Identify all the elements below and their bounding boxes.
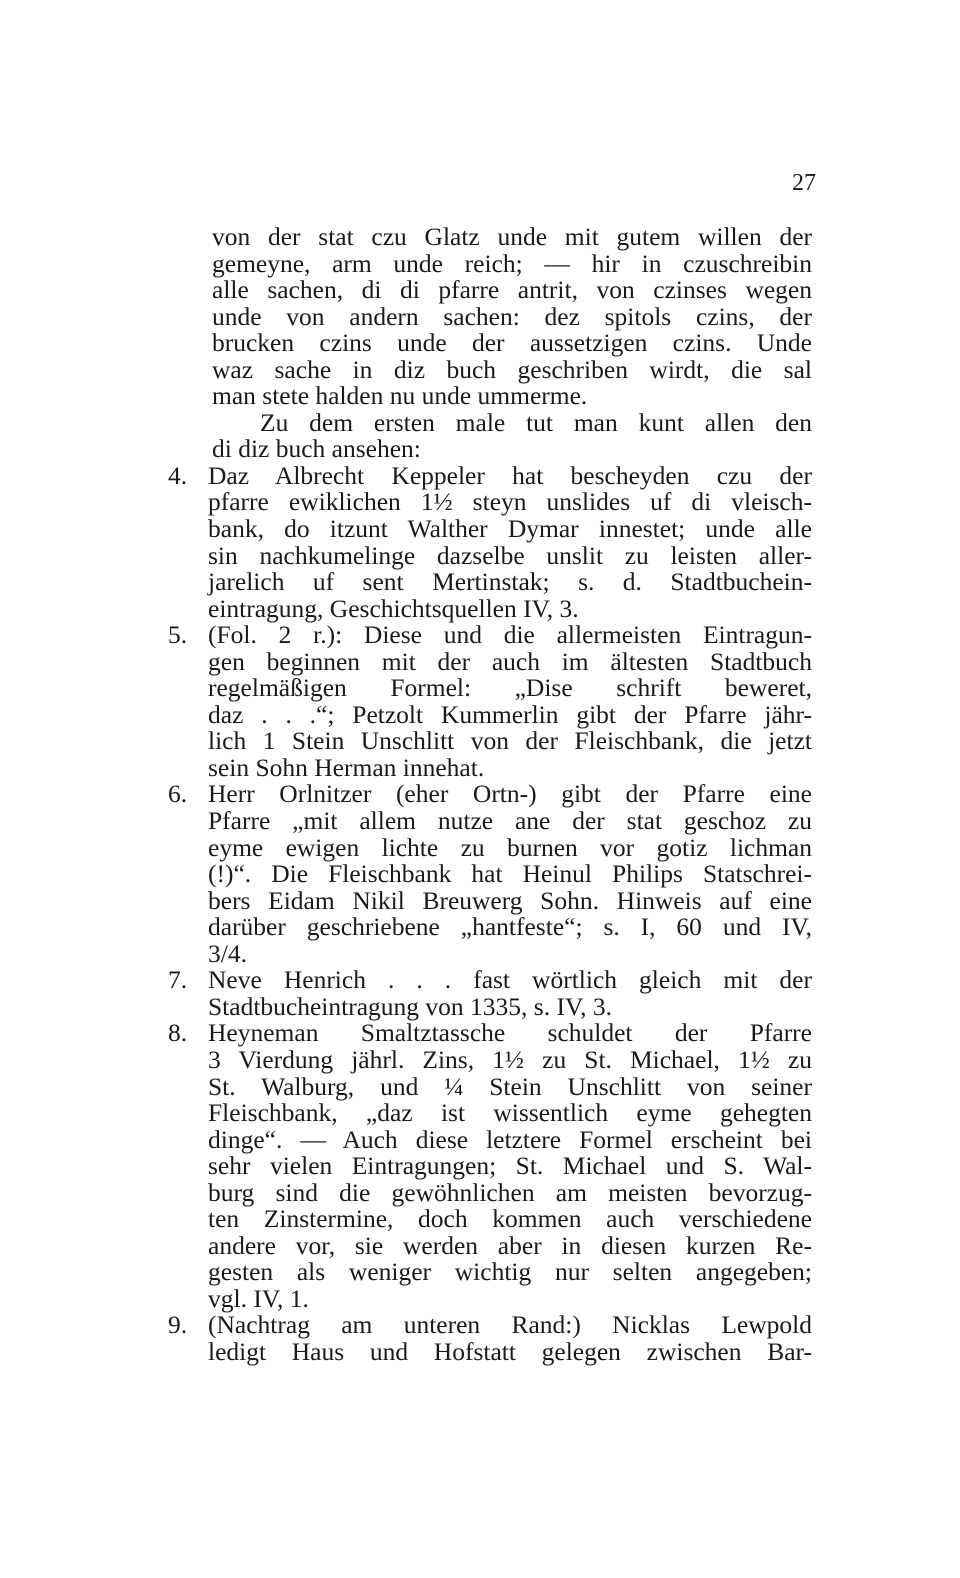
entry-number: 5.: [168, 620, 188, 650]
text-column: [168, 224, 812, 1366]
text-line: Zu dem ersten male tut man kunt allen den: [260, 407, 812, 437]
text-line: 3 Vierdung jährl. Zins, 1½ zu St. Michael, 1½ zu: [208, 1044, 812, 1074]
text-line: gemeyne, arm unde reich; — hir in czuschreibin: [212, 248, 812, 278]
text-line: (Nachtrag am unteren Rand:) Nicklas Lewpold: [208, 1310, 812, 1340]
text-line: eintragung, Geschichtsquellen IV, 3.: [208, 593, 579, 623]
text-line: darüber geschriebene „hantfeste“; s. I, 60 und IV,: [208, 912, 812, 942]
text-line: bers Eidam Nikil Breuwerg Sohn. Hinweis auf eine: [208, 885, 812, 915]
text-line: gesten als weniger wichtig nur selten angegeben;: [208, 1257, 812, 1287]
text-line: vgl. IV, 1.: [208, 1283, 309, 1313]
entry-number: 8.: [168, 1018, 188, 1048]
text-line: jarelich uf sent Mertinstak; s. d. Stadtbuchein-: [208, 567, 812, 597]
text-line: sehr vielen Eintragungen; St. Michael und S. Wal-: [208, 1151, 812, 1181]
text-line: ten Zinstermine, doch kommen auch verschiedene: [208, 1204, 812, 1234]
text-line: Stadtbucheintragung von 1335, s. IV, 3.: [208, 991, 612, 1021]
text-line: St. Walburg, und ¼ Stein Unschlitt von seiner: [208, 1071, 812, 1101]
text-line: di diz buch ansehen:: [212, 434, 421, 464]
text-line: Fleischbank, „daz ist wissentlich eyme gehegten: [208, 1098, 812, 1128]
text-line: unde von andern sachen: dez spitols czins, der: [212, 301, 812, 331]
text-line: (!)“. Die Fleischbank hat Heinul Philips Statschrei-: [208, 859, 812, 889]
text-line: 3/4.: [208, 938, 247, 968]
text-line: lich 1 Stein Unschlitt von der Fleischbank, die jetzt: [208, 726, 812, 756]
entry-4: [168, 460, 812, 623]
text-line: Daz Albrecht Keppeler hat bescheyden czu der: [208, 460, 812, 490]
entry-6: [168, 781, 812, 967]
page-number: 27: [792, 170, 816, 196]
entry-5: [168, 622, 812, 781]
entry-number: 6.: [168, 779, 188, 809]
text-line: Herr Orlnitzer (eher Ortn-) gibt der Pfarre eine: [208, 779, 812, 809]
text-line: man stete halden nu unde ummerme.: [212, 381, 588, 411]
entry-number: 7.: [168, 965, 188, 995]
text-line: sin nachkumelinge dazselbe unslit zu leisten aller-: [208, 540, 812, 570]
text-line: daz . . .“; Petzolt Kummerlin gibt der Pfarre jähr-: [208, 699, 812, 729]
entry-7: [168, 967, 812, 1020]
text-line: alle sachen, di di pfarre antrit, von czinses wegen: [212, 275, 812, 305]
text-line: andere vor, sie werden aber in diesen kurzen Re-: [208, 1230, 812, 1260]
text-line: regelmäßigen Formel: „Dise schrift beweret,: [208, 673, 812, 703]
text-line: bank, do itzunt Walther Dymar innestet; unde alle: [208, 514, 812, 544]
text-line: eyme ewigen lichte zu burnen vor gotiz lichman: [208, 832, 812, 862]
text-line: Pfarre „mit allem nutze ane der stat geschoz zu: [208, 806, 812, 836]
text-line: dinge“. — Auch diese letztere Formel erscheint bei: [208, 1124, 812, 1154]
text-line: burg sind die gewöhnlichen am meisten bevorzug-: [208, 1177, 812, 1207]
entry-number: 4.: [168, 460, 188, 490]
text-line: brucken czins unde der aussetzigen czins. Unde: [212, 328, 812, 358]
entry-9: [168, 1312, 812, 1365]
text-line: Neve Henrich . . . fast wörtlich gleich mit der: [208, 965, 812, 995]
entry-number: 9.: [168, 1310, 188, 1340]
entry-8: [168, 1020, 812, 1312]
text-line: von der stat czu Glatz unde mit gutem willen der: [212, 222, 812, 251]
intro-paragraph-2: [168, 407, 812, 464]
text-line: Heyneman Smaltztassche schuldet der Pfarre: [208, 1018, 812, 1048]
text-line: ledigt Haus und Hofstatt gelegen zwischen Bar-: [208, 1336, 812, 1366]
text-line: waz sache in diz buch geschriben wirdt, die sal: [212, 354, 812, 384]
text-line: gen beginnen mit der auch im ältesten Stadtbuch: [208, 646, 812, 676]
text-line: (Fol. 2 r.): Diese und die allermeisten Eintragun-: [208, 620, 812, 650]
intro-paragraph: [168, 224, 812, 410]
text-line: pfarre ewiklichen 1½ steyn unslides uf di vleisch-: [208, 487, 812, 517]
text-line: sein Sohn Herman innehat.: [208, 752, 485, 782]
